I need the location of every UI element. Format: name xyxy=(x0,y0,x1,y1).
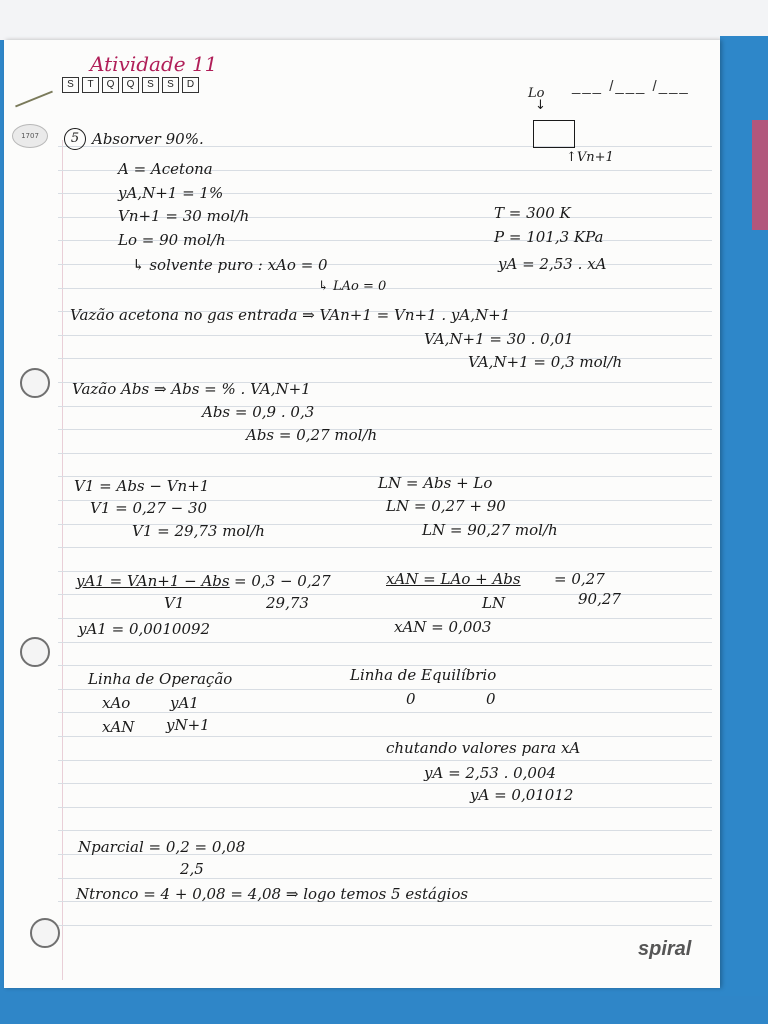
note-line: ↳ solvente puro : xAo = 0 xyxy=(132,256,328,274)
note-line: yA1 = VAn+1 − Abs xyxy=(76,572,230,590)
note-line: Lo = 90 mol/h xyxy=(118,231,226,249)
note-line: = 0,3 − 0,27 xyxy=(234,572,331,590)
note-line: V1 = 29,73 mol/h xyxy=(132,522,265,540)
weekday-box: S xyxy=(162,77,179,93)
divider-tab xyxy=(752,120,768,230)
ruled-line xyxy=(58,453,712,454)
note-line: V1 = Abs − Vn+1 xyxy=(74,477,210,495)
page-title: Atividade 11 xyxy=(90,52,218,76)
ruled-line xyxy=(58,406,712,407)
note-line: LN = 90,27 mol/h xyxy=(422,521,558,539)
absorber-box xyxy=(533,120,575,148)
ruled-line xyxy=(58,642,712,643)
note-line: chutando valores para xA xyxy=(386,739,581,757)
note-line: Vn+1 = 30 mol/h xyxy=(118,207,250,225)
note-line: Absorver 90%. xyxy=(92,130,204,148)
note-line: ↳ LAo = 0 xyxy=(318,279,387,294)
ruled-line xyxy=(58,618,712,619)
note-line: Vazão Abs ⇒ Abs = % . VA,N+1 xyxy=(72,380,311,398)
note-line: xAN xyxy=(102,718,135,736)
note-line: xAN = 0,003 xyxy=(394,618,492,636)
note-line: VA,N+1 = 30 . 0,01 xyxy=(424,330,574,348)
ruled-line xyxy=(58,736,712,737)
pen-mark xyxy=(15,91,53,108)
weekday-box: Q xyxy=(102,77,119,93)
diagram-label-lo: Lo xyxy=(528,86,545,101)
note-line: Nparcial = 0,2 = 0,08 xyxy=(78,838,246,856)
note-line: Vazão acetona no gas entrada ⇒ VAn+1 = Vn+1 . yA,N+1 xyxy=(70,306,511,324)
weekday-box: S xyxy=(62,77,79,93)
note-line: yA1 xyxy=(170,694,199,712)
note-line: LN = Abs + Lo xyxy=(378,474,493,492)
ruled-line xyxy=(58,807,712,808)
weekday-box: S xyxy=(142,77,159,93)
note-line: P = 101,3 KPa xyxy=(494,228,604,246)
photo-background xyxy=(0,0,768,40)
ruled-line xyxy=(58,783,712,784)
note-line: 2,5 xyxy=(180,860,204,878)
binder-hole-icon xyxy=(20,637,50,667)
note-line: = 0,27 xyxy=(554,570,605,588)
ruled-line xyxy=(58,878,712,879)
note-line: VA,N+1 = 0,3 mol/h xyxy=(468,353,623,371)
note-line: A = Acetona xyxy=(118,160,213,178)
note-line: T = 300 K xyxy=(494,204,571,222)
binder-hole-icon xyxy=(20,368,50,398)
page-sticker: 1707 xyxy=(12,124,48,148)
note-line: 0 xyxy=(486,690,496,708)
brand-logo: spiral xyxy=(638,938,692,960)
ruled-line xyxy=(58,830,712,831)
weekday-box: Q xyxy=(122,77,139,93)
note-line: 0 xyxy=(406,690,416,708)
note-line: 90,27 xyxy=(578,590,621,608)
note-line: Abs = 0,9 . 0,3 xyxy=(202,403,315,421)
note-line: yA1 = 0,0010092 xyxy=(78,620,211,638)
arrow-down-icon: ↓ xyxy=(535,98,546,113)
binder-hole-icon xyxy=(30,918,60,948)
note-line: LN = 0,27 + 90 xyxy=(386,497,506,515)
problem-number: 5 xyxy=(64,128,86,150)
note-heading: Linha de Equilíbrio xyxy=(350,666,497,684)
note-line: yA = 0,01012 xyxy=(470,786,574,804)
diagram-label-vn: ↑Vn+1 xyxy=(566,150,614,165)
note-line: Abs = 0,27 mol/h xyxy=(246,426,378,444)
ruled-line xyxy=(58,760,712,761)
ruled-line xyxy=(58,429,712,430)
note-line: yA = 2,53 . 0,004 xyxy=(424,764,557,782)
note-line: V1 xyxy=(164,594,185,612)
ruled-line xyxy=(58,925,712,926)
ruled-line xyxy=(58,547,712,548)
ruled-line xyxy=(58,335,712,336)
note-line: yA,N+1 = 1% xyxy=(118,184,224,202)
weekday-box: D xyxy=(182,77,199,93)
note-line: Ntronco = 4 + 0,08 = 4,08 ⇒ logo temos 5 estágios xyxy=(76,885,469,903)
ruled-line xyxy=(58,689,712,690)
note-line: V1 = 0,27 − 30 xyxy=(90,499,208,517)
note-line: yN+1 xyxy=(166,716,210,734)
note-line: 29,73 xyxy=(266,594,309,612)
weekday-box: T xyxy=(82,77,99,93)
note-line: LN xyxy=(482,594,506,612)
note-line: xAN = LAo + Abs xyxy=(386,570,521,588)
weekday-boxes xyxy=(62,77,199,93)
ruled-line xyxy=(58,712,712,713)
date-field: ___ /___ /___ xyxy=(572,78,690,95)
note-line: yA = 2,53 . xA xyxy=(498,255,607,273)
note-line: xAo xyxy=(102,694,131,712)
note-heading: Linha de Operação xyxy=(88,670,233,688)
